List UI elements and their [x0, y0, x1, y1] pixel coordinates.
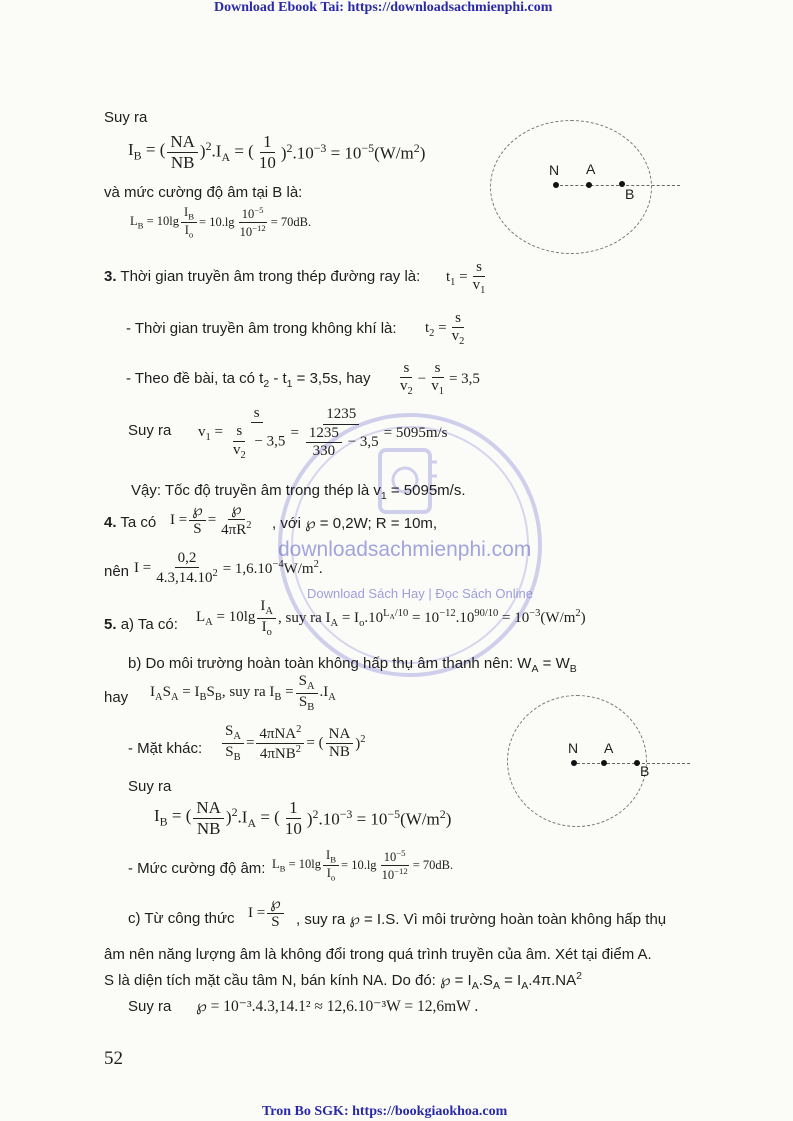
text-p5c: c) Từ công thức: [128, 910, 235, 927]
text-hay: hay: [104, 689, 129, 706]
equation-is: $I_AS_A = I_BS_B$, suy ra $I_B$ = $\frac{S_A}{S_B}$ $.I_A$: [150, 673, 336, 714]
label-n: N: [549, 162, 560, 178]
equation-ib: $I_B$ = ( $\frac{NA}{NB}$ )$^2.I_A$ = ( $\frac{1}{10}$ )$^2.10^{-3} = 10^{-5}(W/m^2)$: [128, 132, 426, 172]
text-mat-khac: - Mặt khác:: [128, 740, 203, 757]
section-3: [104, 268, 420, 285]
equation-ratio: $\frac{S_A}{S_B}$ = $\frac{4\pi NA^2}{4\pi NB^2}$ = ( $\frac{NA}{NB}$ )$^2$: [220, 723, 366, 764]
equation-diff: $\frac{s}{v_2}$ − $\frac{s}{v_1}$ = 3,5: [400, 360, 480, 398]
equation-la: $L_A = 10\lg$ $\frac{I_A}{I_o}$ , suy ra $I_A = I_o.10^{L_A/10} = 10^{-12}.10^{90/10} = 10^{-3}(W/m^2)$: [196, 598, 586, 639]
text-suy-ra: Suy ra: [128, 998, 172, 1015]
label-a: A: [586, 161, 596, 177]
equation-v1: $v_1$ = s $\frac{s}{v_2}$ − 3,5 = 1235 $\frac{1235}{330}$ − 3,5 = 5095m/s: [198, 405, 448, 461]
label-b: B: [640, 763, 650, 779]
text-suy-ra: Suy ra: [104, 109, 148, 126]
section-4: 4. Ta có: [104, 514, 157, 531]
label-n: N: [568, 740, 579, 756]
text-suy-ra: Suy ra: [128, 422, 172, 439]
point-a: [586, 182, 592, 188]
text-p5c3: âm nên năng lượng âm là không đổi trong quá trình truyền của âm. Xét tại điểm A.: [104, 946, 652, 963]
equation-lb-2: $L_B = 10\lg$ $\frac{I_B}{I_o}$ = 10.lg $\frac{10^{-5}}{10^{-12}}$ = 70dB.: [272, 848, 454, 883]
text-voi: , với ℘ = 0,2W; R = 10m,: [272, 515, 438, 532]
label-b: B: [625, 186, 635, 202]
label-a: A: [604, 740, 614, 756]
page-header: Download Ebook Tai: https://downloadsachmienphi.com: [214, 0, 553, 15]
text-nen: nên: [104, 563, 130, 580]
equation-power: ℘ = 10⁻³.4.3,14.1² ≈ 12,6.10⁻³W = 12,6mW .: [196, 998, 479, 1015]
page-number: 52: [104, 1048, 123, 1069]
equation-i-value: I = $\frac{0,2}{4.3,14.10^2}$ = $1,6.10^{-4}W/m^2$.: [134, 550, 323, 587]
axis-line: [572, 763, 690, 764]
section-3-number: 3.: [104, 268, 117, 285]
sphere-diagram-bottom: [507, 695, 650, 827]
text-p5c2: , suy ra ℘ = I.S. Vì môi trường hoàn toàn không hấp thụ: [296, 911, 667, 928]
equation-lb: $L_B = 10\lg$ $\frac{I_B}{I_o}$ = 10.lg $\frac{10^{-5}}{10^{-12}}$ = 70dB.: [130, 205, 312, 240]
text-air-time: - Thời gian truyền âm trong không khí là:: [126, 320, 397, 337]
watermark-tagline: Download Sách Hay | Đọc Sách Online: [307, 586, 533, 601]
section-3-text: Thời gian truyền âm trong thép đường ray là:: [120, 268, 421, 285]
section-5: 5. a) Ta có:: [104, 616, 178, 633]
text-vay: Vậy: Tốc độ truyền âm trong thép là $v_1 = 5095m/s$.: [131, 482, 466, 502]
page-footer: Tron Bo SGK: https://bookgiaokhoa.com: [262, 1104, 508, 1119]
point-n: [553, 182, 559, 188]
text-muc-cuong-do: - Mức cường độ âm:: [128, 860, 266, 877]
equation-t1: $t_1$ = $\frac{s}{v_1}$: [446, 259, 486, 297]
text-p5c4: S là diện tích mặt cầu tâm N, bán kính NA. Do đó: ℘ = $I_A.S_A = I_A.4\pi.NA^2$: [104, 970, 582, 992]
text-suy-ra: Suy ra: [128, 778, 172, 795]
text-va-muc: và mức cường độ âm tại B là:: [104, 184, 303, 201]
text-theo-de-bai: - Theo đề bài, ta có $t_2 - t_1 = 3,5s$, hay: [126, 370, 371, 390]
text-p5b: b) Do môi trường hoàn toàn không hấp thụ âm thanh nên: $W_A = W_B$: [128, 655, 577, 675]
equation-ib-2: $I_B$ = ( $\frac{NA}{NB}$ )$^2.I_A$ = ( $\frac{1}{10}$ )$^2.10^{-3} = 10^{-5}(W/m^2)$: [154, 798, 452, 838]
equation-i-ps: I = $\frac{℘}{S}$: [248, 896, 286, 932]
watermark-site: downloadsachmienphi.com: [278, 538, 532, 561]
equation-t2: $t_2$ = $\frac{s}{v_2}$: [425, 310, 465, 348]
point-a: [601, 760, 607, 766]
axis-line: [555, 185, 680, 186]
point-n: [571, 760, 577, 766]
equation-intensity: I = $\frac{℘}{S}$ = $\frac{℘}{4\pi R^2}$: [170, 502, 252, 539]
